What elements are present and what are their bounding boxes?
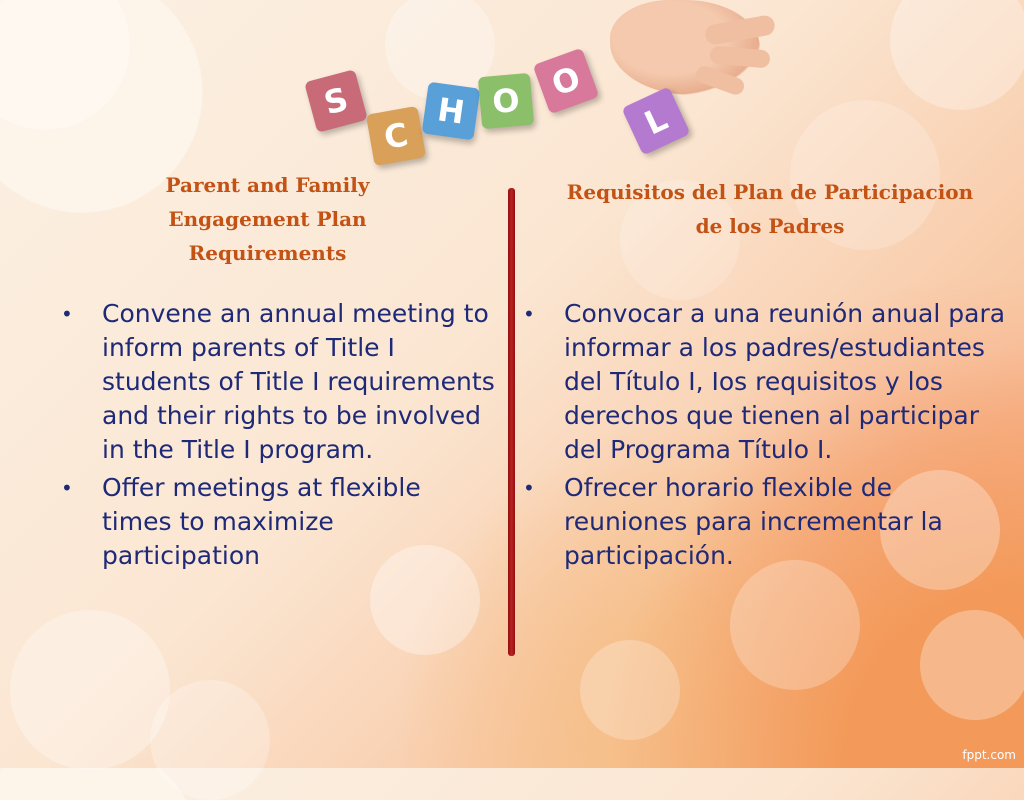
bullet-text: Ofrecer horario flexible de reuniones para incrementar la participación. [564,473,943,570]
bokeh-decoration [580,640,680,740]
bokeh-decoration [730,560,860,690]
column-divider [508,188,515,656]
bullet-text: Convocar a una reunión anual para informar a los padres/estudiantes del Título I, Ios requisitos y los derechos que tienen al participar del Programa Título I. [564,299,1006,464]
letter-block: H [422,82,481,141]
bokeh-decoration [0,0,130,130]
list-item [55,297,495,467]
bullet-icon: • [523,302,535,326]
bokeh-decoration [890,0,1024,110]
bullet-icon: • [61,302,73,326]
bokeh-decoration [10,610,170,770]
school-blocks-illustration [300,40,720,170]
left-column-title: Parent and Family Engagement Plan Requirements [165,173,370,265]
letter-block: S [304,69,368,133]
bullet-text: Convene an annual meeting to inform parents of Title I students of Title I requirements and their rights to be involved in the Title I program. [102,299,495,464]
right-column-title: Requisitos del Plan de Participacion de los Padres [566,180,974,238]
letter-block: L [621,86,690,155]
bokeh-decoration [150,680,270,800]
letter-block: C [366,106,426,166]
bokeh-decoration [920,610,1024,720]
list-item [517,471,1012,573]
letter-block: O [478,73,534,129]
footer-watermark: fppt.com [962,748,1016,762]
left-bullet-list [55,297,495,577]
bullet-icon: • [523,476,535,500]
bullet-icon: • [61,476,73,500]
list-item [55,471,495,573]
right-bullet-list [517,297,1012,577]
bullet-text: Offer meetings at flexible times to maximize participation [102,473,421,570]
letter-block: O [533,48,600,115]
list-item [517,297,1012,467]
